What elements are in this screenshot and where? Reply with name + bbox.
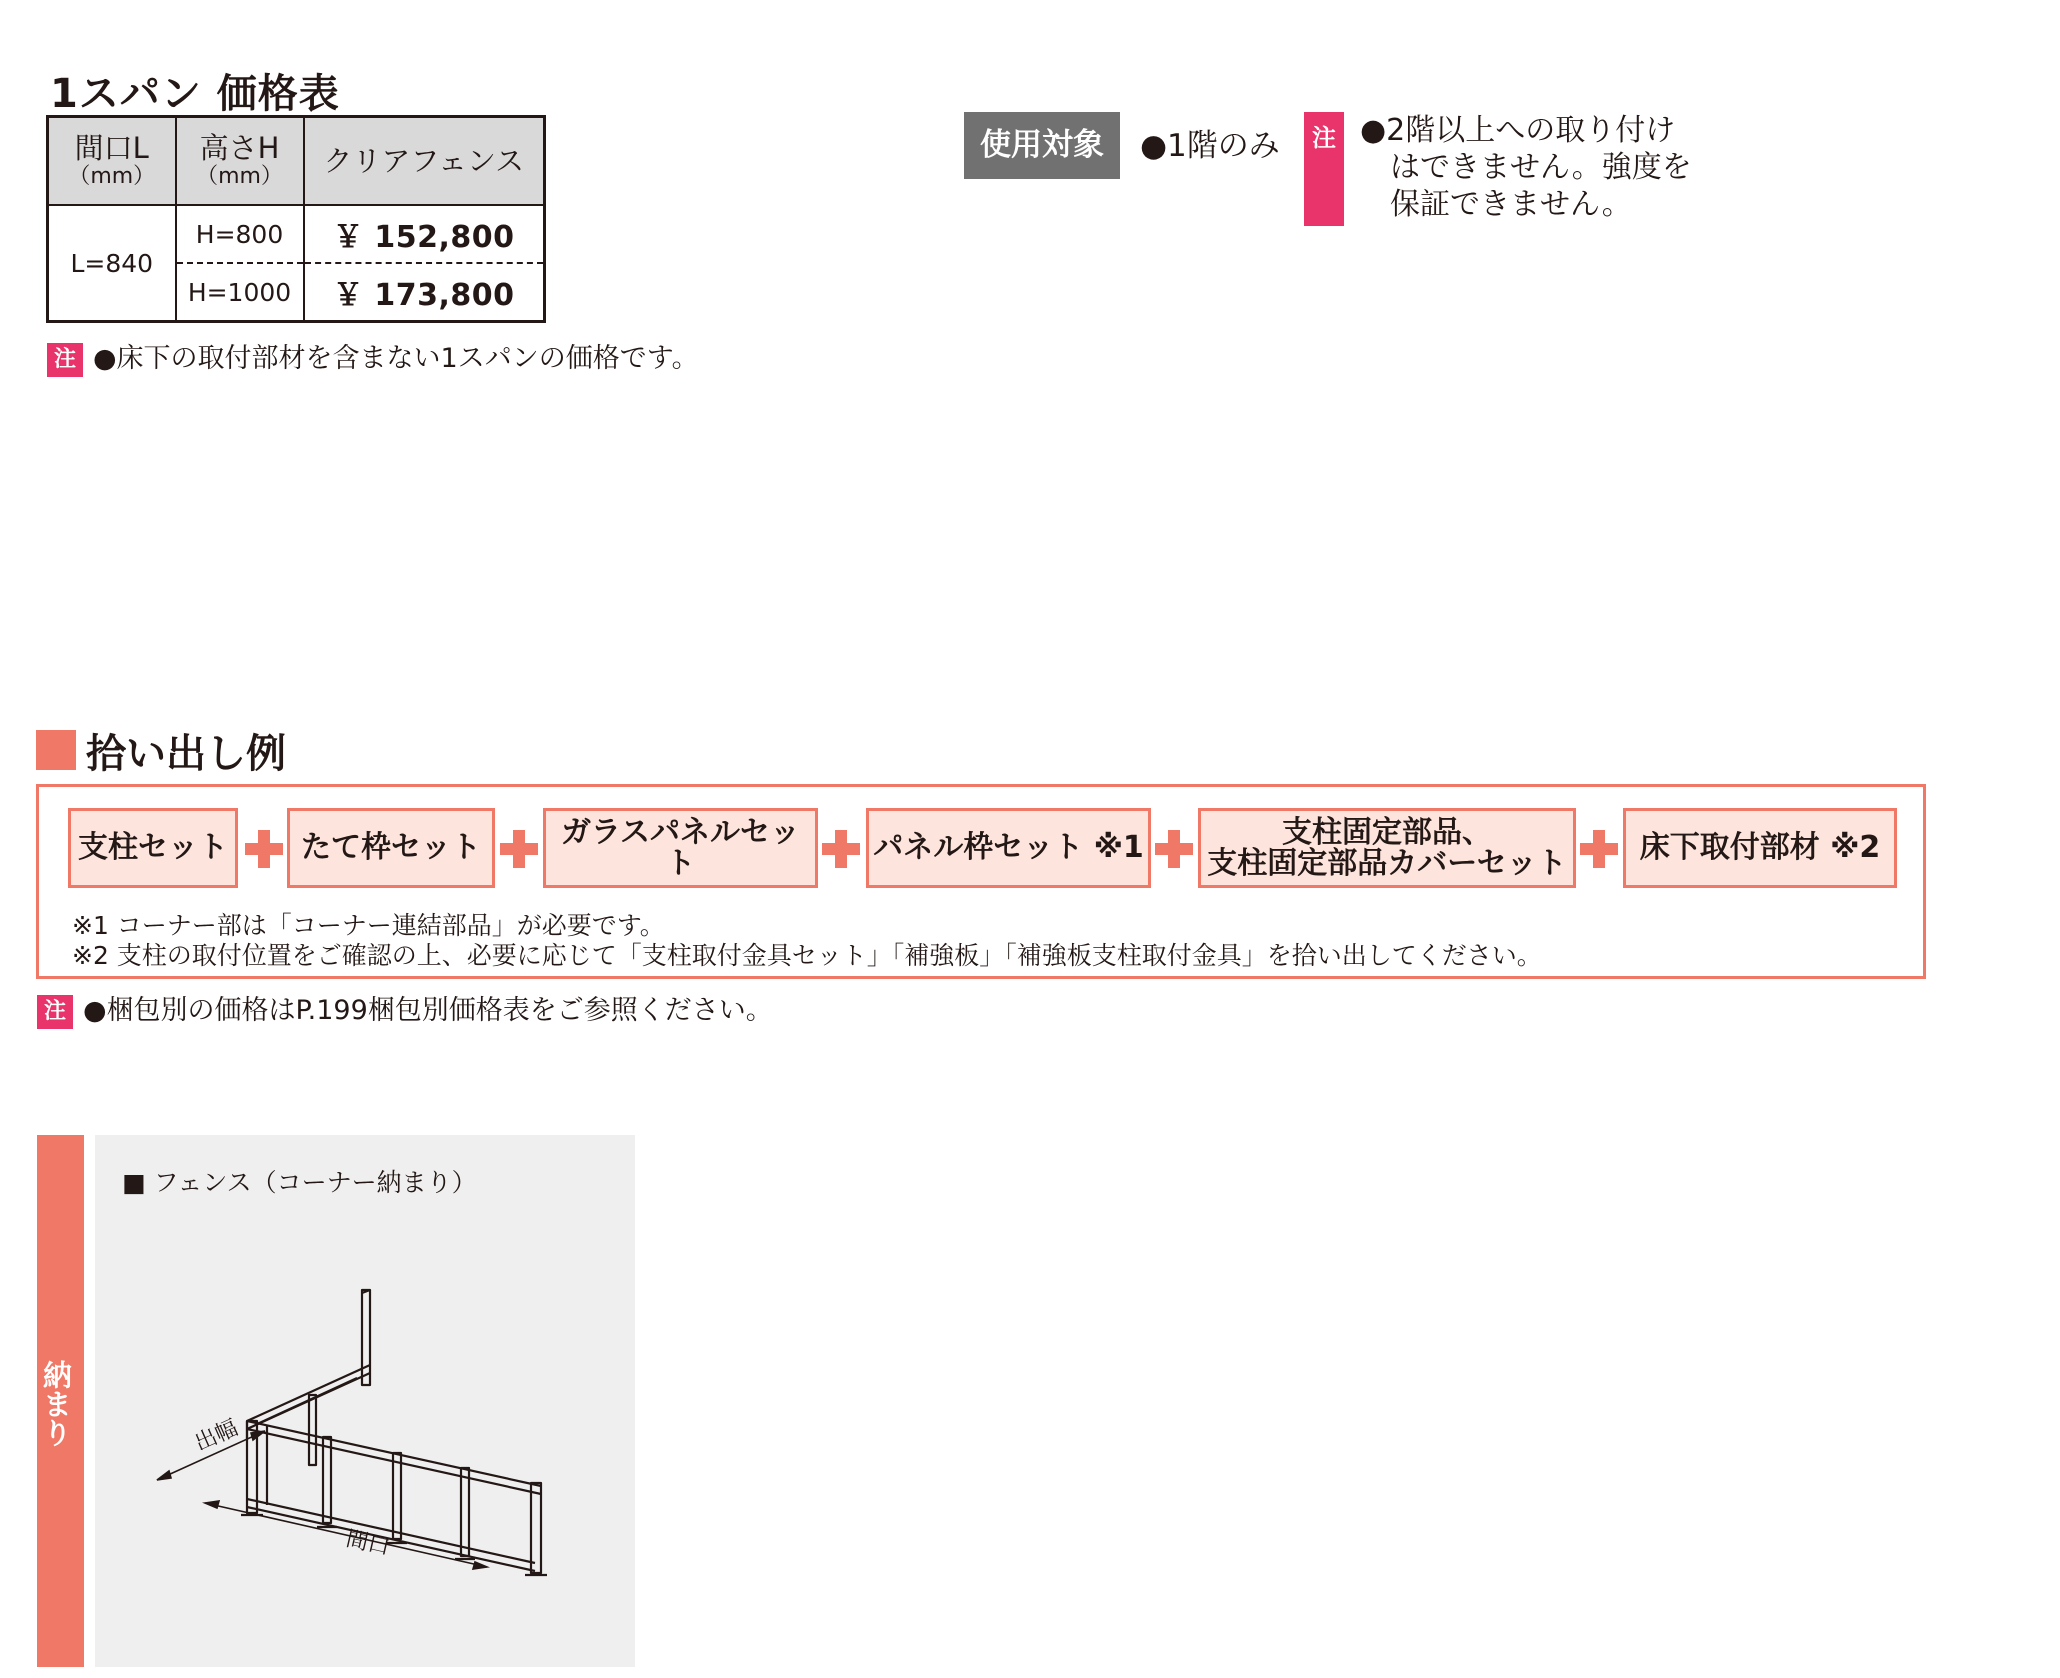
price-table [46, 115, 546, 323]
pickup-footnote-2: ※2 支柱の取付位置をご確認の上、必要に応じて「支柱取付金具セット」「補強板」「補強板支柱取付金具」を拾い出してください。 [72, 941, 1542, 970]
price-note [47, 336, 699, 377]
usage-note [1360, 112, 1692, 223]
price-cell: ￥ 152,800 [304, 205, 545, 263]
price-table-title: 1スパン 価格表 [50, 71, 340, 117]
pickup-footnote-1: ※1 コーナー部は「コーナー連結部品」が必要です。 [72, 911, 665, 940]
section-marker [36, 730, 76, 770]
price-table-header-row [48, 117, 545, 206]
width-label: 間口 [343, 1526, 393, 1561]
plus-icon [1155, 830, 1193, 868]
pickup-item: 支柱セット [68, 808, 238, 888]
depth-label: 出幅 [191, 1415, 242, 1457]
usage-tag: 使用対象 [964, 112, 1120, 179]
price-note-text: ●床下の取付部材を含まない1スパンの価格です。 [93, 343, 699, 374]
height-cell: H=800 [176, 205, 304, 263]
pickup-item: ガラスパネルセット [543, 808, 818, 888]
fence-corner-diagram [95, 1135, 635, 1667]
diagram-caption: ■ フェンス（コーナー納まり） [122, 1168, 477, 1197]
height-cell: H=1000 [176, 263, 304, 322]
pickup-note-text: ●梱包別の価格はP.199梱包別価格表をご参照ください。 [83, 995, 773, 1026]
usage-note-line: ●2階以上への取り付け [1360, 113, 1676, 148]
price-cell: ￥ 173,800 [332, 278, 515, 313]
pickup-item: たて枠セット [287, 808, 495, 888]
pickup-item: 支柱固定部品、 支柱固定部品カバーセット [1198, 808, 1576, 888]
side-tab-label: 納まり [39, 1360, 73, 1447]
table-row [48, 205, 545, 263]
usage-note-badge: 注 [1304, 112, 1344, 226]
side-tab [37, 1135, 84, 1667]
usage-value: ●1階のみ [1140, 128, 1280, 164]
header-clear-fence: クリアフェンス [304, 117, 545, 206]
note-badge: 注 [37, 995, 73, 1029]
header-height: 高さH （mm） [176, 117, 304, 206]
note-badge: 注 [47, 343, 83, 377]
plus-icon [1580, 830, 1618, 868]
plus-icon [500, 830, 538, 868]
plus-icon [822, 830, 860, 868]
usage-note-line: 保証できません。 [1390, 187, 1632, 222]
width-cell: L=840 [48, 205, 176, 322]
usage-note-line: はできません。強度を [1390, 150, 1692, 185]
pickup-item: パネル枠セット ※1 [866, 808, 1151, 888]
header-width: 間口L （mm） [48, 117, 176, 206]
plus-icon [245, 830, 283, 868]
section-title: 拾い出し例 [86, 731, 286, 777]
pickup-item: 床下取付部材 ※2 [1623, 808, 1897, 888]
pickup-note [37, 988, 773, 1029]
